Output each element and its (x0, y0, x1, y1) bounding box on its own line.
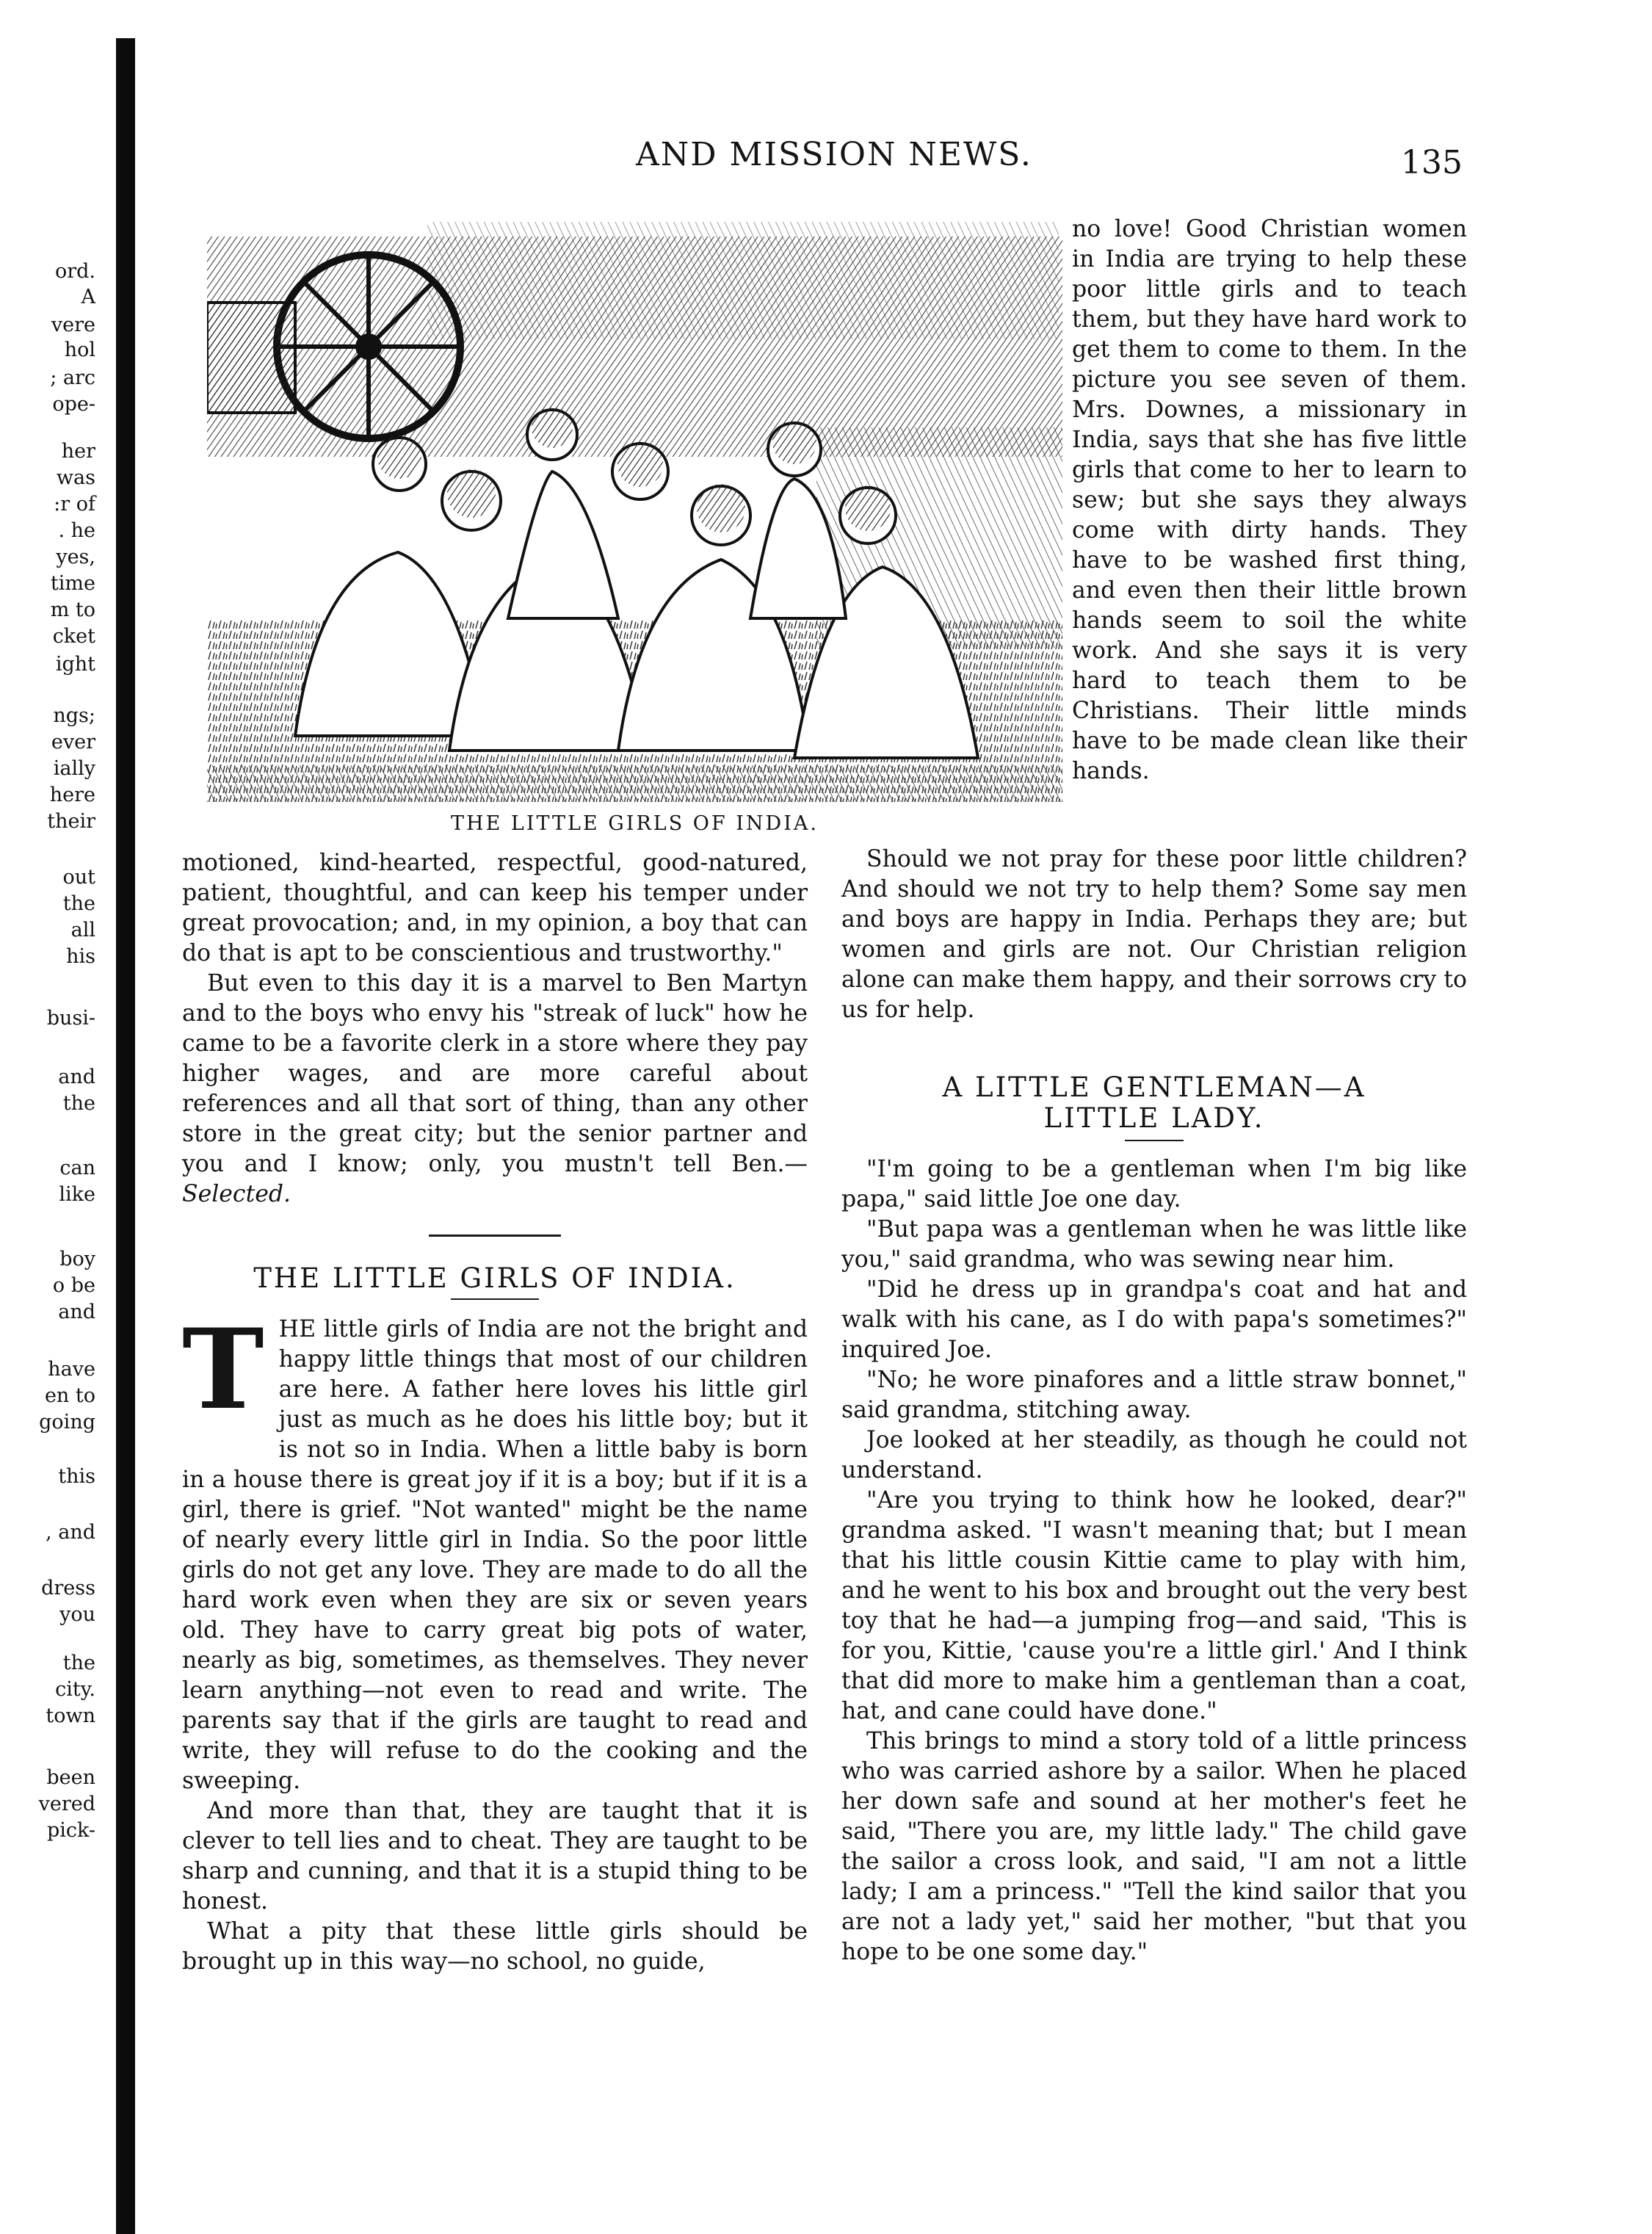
article1-title: THE LITTLE GIRLS OF INDIA. (253, 1262, 736, 1294)
title-underline (451, 1298, 539, 1300)
previous-column-fragment: have (48, 1358, 95, 1381)
previous-column-fragment: you (59, 1603, 95, 1626)
previous-column-fragment: dress (41, 1577, 95, 1599)
previous-column-fragment: :r of (54, 493, 95, 516)
previous-column-fragment: yes, (56, 546, 95, 568)
article1-paragraph: What a pity that these little girls should be brought up in this way—no school, no guide, (182, 1918, 808, 1975)
gutter-bar (116, 38, 135, 2234)
previous-column-fragment: can (59, 1157, 95, 1179)
previous-column-fragment: and (58, 1066, 95, 1088)
previous-column-fragment: time (50, 572, 95, 595)
previous-column-fragment: city. (55, 1678, 95, 1701)
article2-paragraph: "But papa was a gentleman when he was little like you," said grandma, who was sewing near him. (841, 1216, 1467, 1273)
previous-column-fragment: the (62, 1092, 95, 1115)
drop-cap: T (182, 1305, 264, 1434)
previous-column-fragment: vere (51, 314, 95, 336)
previous-column-fragment: the (62, 892, 95, 915)
title-underline (1125, 1140, 1184, 1141)
previous-column-fragment: ever (51, 731, 95, 753)
previous-column-fragment: vered (38, 1793, 95, 1815)
article1-first-paragraph: THE little girls of India are not the bright and happy little things that most of our children are here. A father here loves his little girl just as much as he does his little boy; but it is not so in India. When a little baby is born in a house there is great joy if it is a boy; but if it is a girl, there is grief. "Not wanted" might be the name of nearly every little girl in India. So the poor little girls do not get any love. They are made to do all the hard work even when they are six or seven years old. They have to carry great big pots of water, nearly as big, sometimes, as themselves. They never learn anything—not even to read and write. The parents say that if the girls are taught to read and write, they will refuse to do the cooking and the sweeping. (182, 1305, 808, 1794)
illustration-girls-of-india (207, 207, 1062, 802)
previous-column-fragment: en to (44, 1384, 95, 1407)
previous-column-fragment: A (81, 286, 95, 308)
right-top-column (1072, 214, 1467, 787)
right-column (841, 845, 1467, 1967)
previous-column-fragment: ope- (52, 393, 95, 416)
running-head: AND MISSION NEWS. (636, 136, 1032, 173)
previous-column-fragment: all (70, 919, 95, 941)
previous-column-fragment: hol (64, 339, 95, 361)
previous-column-fragment: her (61, 440, 95, 463)
previous-column-fragment: m to (50, 599, 95, 621)
section-divider (429, 1235, 561, 1237)
previous-column-fragment: cket (52, 625, 95, 648)
previous-column-fragment: o be (52, 1274, 95, 1297)
story-end-paragraph: motioned, kind-hearted, respectful, good-natured, patient, thoughtful, and can keep his temper under great provocation; and, in my opinion, a boy that can do that is apt to be conscientious and trustworthy." (182, 850, 808, 966)
previous-column-fragment: going (39, 1411, 95, 1434)
article2-title: A LITTLE GENTLEMAN—A LITTLE LADY. (942, 1071, 1366, 1134)
previous-column-fragment: and (58, 1301, 95, 1323)
article2-paragraph: "Are you trying to think how he looked, dear?" grandma asked. "I wasn't meaning that; but I mean that his little cousin Kittie came to play with him, and he went to his box and brought out the very best toy that he had—a jumping frog—and said, 'This is for you, Kittie, 'cause you're a little girl.' And I think that did more to make him a gentleman than a coat, hat, and cane could have done." (841, 1487, 1467, 1724)
illustration-caption: THE LITTLE GIRLS OF INDIA. (451, 812, 819, 835)
previous-column-fragment: like (59, 1183, 95, 1206)
page-number: 135 (1401, 144, 1463, 181)
left-column (182, 848, 808, 1977)
previous-column-fragment: . he (58, 519, 95, 542)
previous-column-fragment: ially (53, 757, 95, 780)
previous-column-fragment: pick- (46, 1819, 95, 1842)
previous-column-fragment: ord. (54, 260, 95, 283)
story-end-source: —Selected. (182, 1151, 808, 1207)
article1-continued-top: no love! Good Christian women in India are trying to help these poor little girls and to teach them, but they have hard work to get them to come to them. In the picture you see seven of them. Mrs. Downes, a missionary in India, says that she has five little girls that come to her to learn to sew; but she says they always come with dirty hands. They have to be washed first thing, and even then their little brown hands seem to soil the white work. And she says it is very hard to teach them to be Christians. Their little minds have to be made clean like their hands. (1072, 216, 1467, 784)
previous-column-fragment: , and (46, 1521, 95, 1544)
article2-paragraph: Joe looked at her steadily, as though he could not understand. (841, 1427, 1467, 1483)
previous-column-fragment: boy (59, 1248, 95, 1270)
article2-paragraph: "I'm going to be a gentleman when I'm big like papa," said little Joe one day. (841, 1156, 1467, 1212)
article2-paragraph: This brings to mind a story told of a little princess who was carried ashore by a sailor. When he placed her down safe and sound at her mother's feet he said, "There you are, my little lady." The child gave the sailor a cross look, and said, "I am not a little lady; I am a princess." "Tell the kind sailor that you are not a lady yet," said her mother, "but that you hope to be one some day." (841, 1728, 1467, 1965)
previous-column-fragment: here (49, 784, 95, 806)
previous-column-fragments (0, 0, 103, 2230)
previous-column-fragment: the (62, 1652, 95, 1674)
previous-column-fragment: ; arc (50, 366, 95, 389)
previous-column-fragment: their (47, 810, 95, 833)
previous-column-fragment: busi- (46, 1007, 95, 1030)
previous-column-fragment: his (66, 945, 95, 968)
article1-paragraph: And more than that, they are taught that it is clever to tell lies and to cheat. They are taught to be sharp and cunning, and that it is a stupid thing to be honest. (182, 1798, 808, 1915)
previous-column-fragment: this (58, 1465, 95, 1488)
previous-column-fragment: out (62, 866, 95, 889)
previous-column-fragment: ight (55, 653, 95, 676)
previous-column-fragment: been (46, 1766, 95, 1789)
story-end-paragraph: But even to this day it is a marvel to Ben Martyn and to the boys who envy his "streak of luck" how he came to be a favorite clerk in a store where they pay higher wages, and are more careful about references and all that sort of thing, than any other store in the great city; but the senior partner and you and I know; only, you mustn't tell Ben.—Selected. (182, 970, 808, 1207)
article2-paragraph: "No; he wore pinafores and a little straw bonnet," said grandma, stitching away. (841, 1367, 1467, 1423)
previous-column-fragment: town (46, 1705, 95, 1727)
previous-column-fragment: was (56, 466, 95, 489)
story-end (182, 848, 808, 1210)
previous-column-fragment: ngs; (53, 704, 95, 727)
article1-continued-paragraph: Should we not pray for these poor little children? And should we not try to help them? Some say men and boys are happy in India. Perhaps they are; but women and girls are not. Our Christian religion alone can make them happy, and their sorrows cry to us for help. (841, 846, 1467, 1023)
article2-paragraph: "Did he dress up in grandpa's coat and hat and walk with his cane, as I do with papa's sometimes?" inquired Joe. (841, 1276, 1467, 1363)
